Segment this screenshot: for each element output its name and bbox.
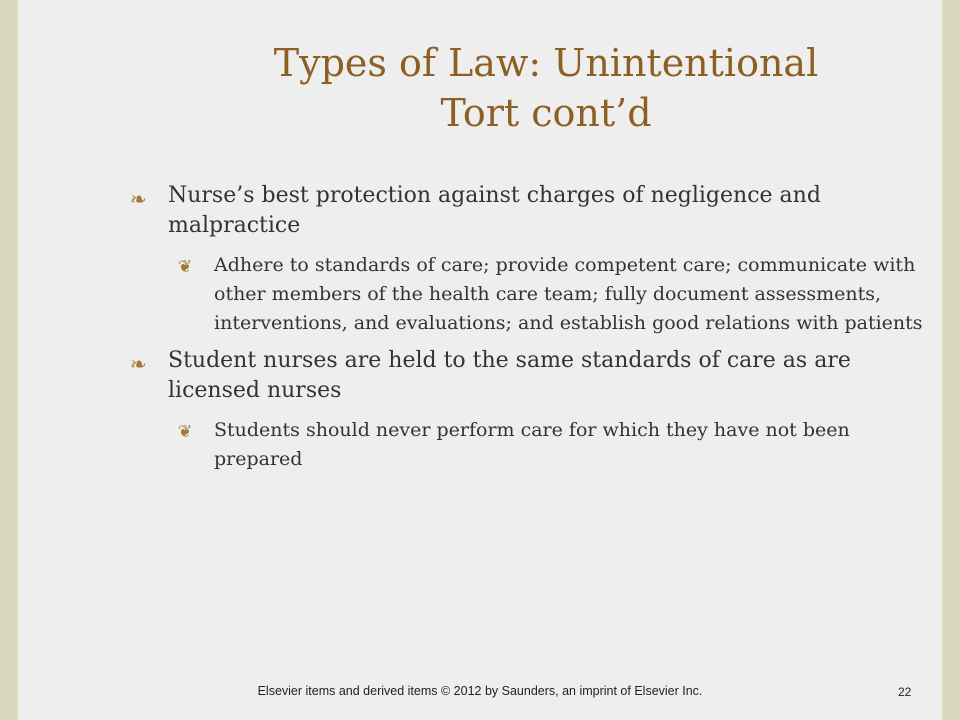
- bullet-text: Student nurses are held to the same standards of care as are licensed nurses: [168, 348, 851, 403]
- page-number: 22: [898, 685, 912, 699]
- sub-bullet-text: Students should never perform care for which they have not been prepared: [214, 419, 850, 470]
- bullet-item: [130, 181, 942, 241]
- sub-bullet-item: [178, 416, 942, 474]
- bullet-text: Nurse’s best protection against charges of negligence and malpractice: [168, 183, 821, 238]
- double-arrow-bullet-icon: ❧: [130, 352, 147, 376]
- sub-bullet-item: [178, 251, 942, 338]
- arrow-bullet-icon: ❦: [178, 422, 193, 442]
- slide-title: [206, 38, 886, 138]
- bullet-item: [130, 346, 942, 406]
- slide-title-line-2: Tort cont’d: [440, 91, 652, 135]
- arrow-bullet-icon: ❦: [178, 257, 193, 277]
- slide-title-line-1: Types of Law: Unintentional: [273, 41, 819, 85]
- slide-footer: Elsevier items and derived items © 2012 by Saunders, an imprint of Elsevier Inc.: [257, 684, 703, 698]
- sub-bullet-text: Adhere to standards of care; provide competent care; communicate with other members of the health care team; fully document assessments, interventions, and evaluations; and establish good relations with patients: [214, 254, 923, 334]
- slide-content: [130, 181, 942, 482]
- double-arrow-bullet-icon: ❧: [130, 187, 147, 211]
